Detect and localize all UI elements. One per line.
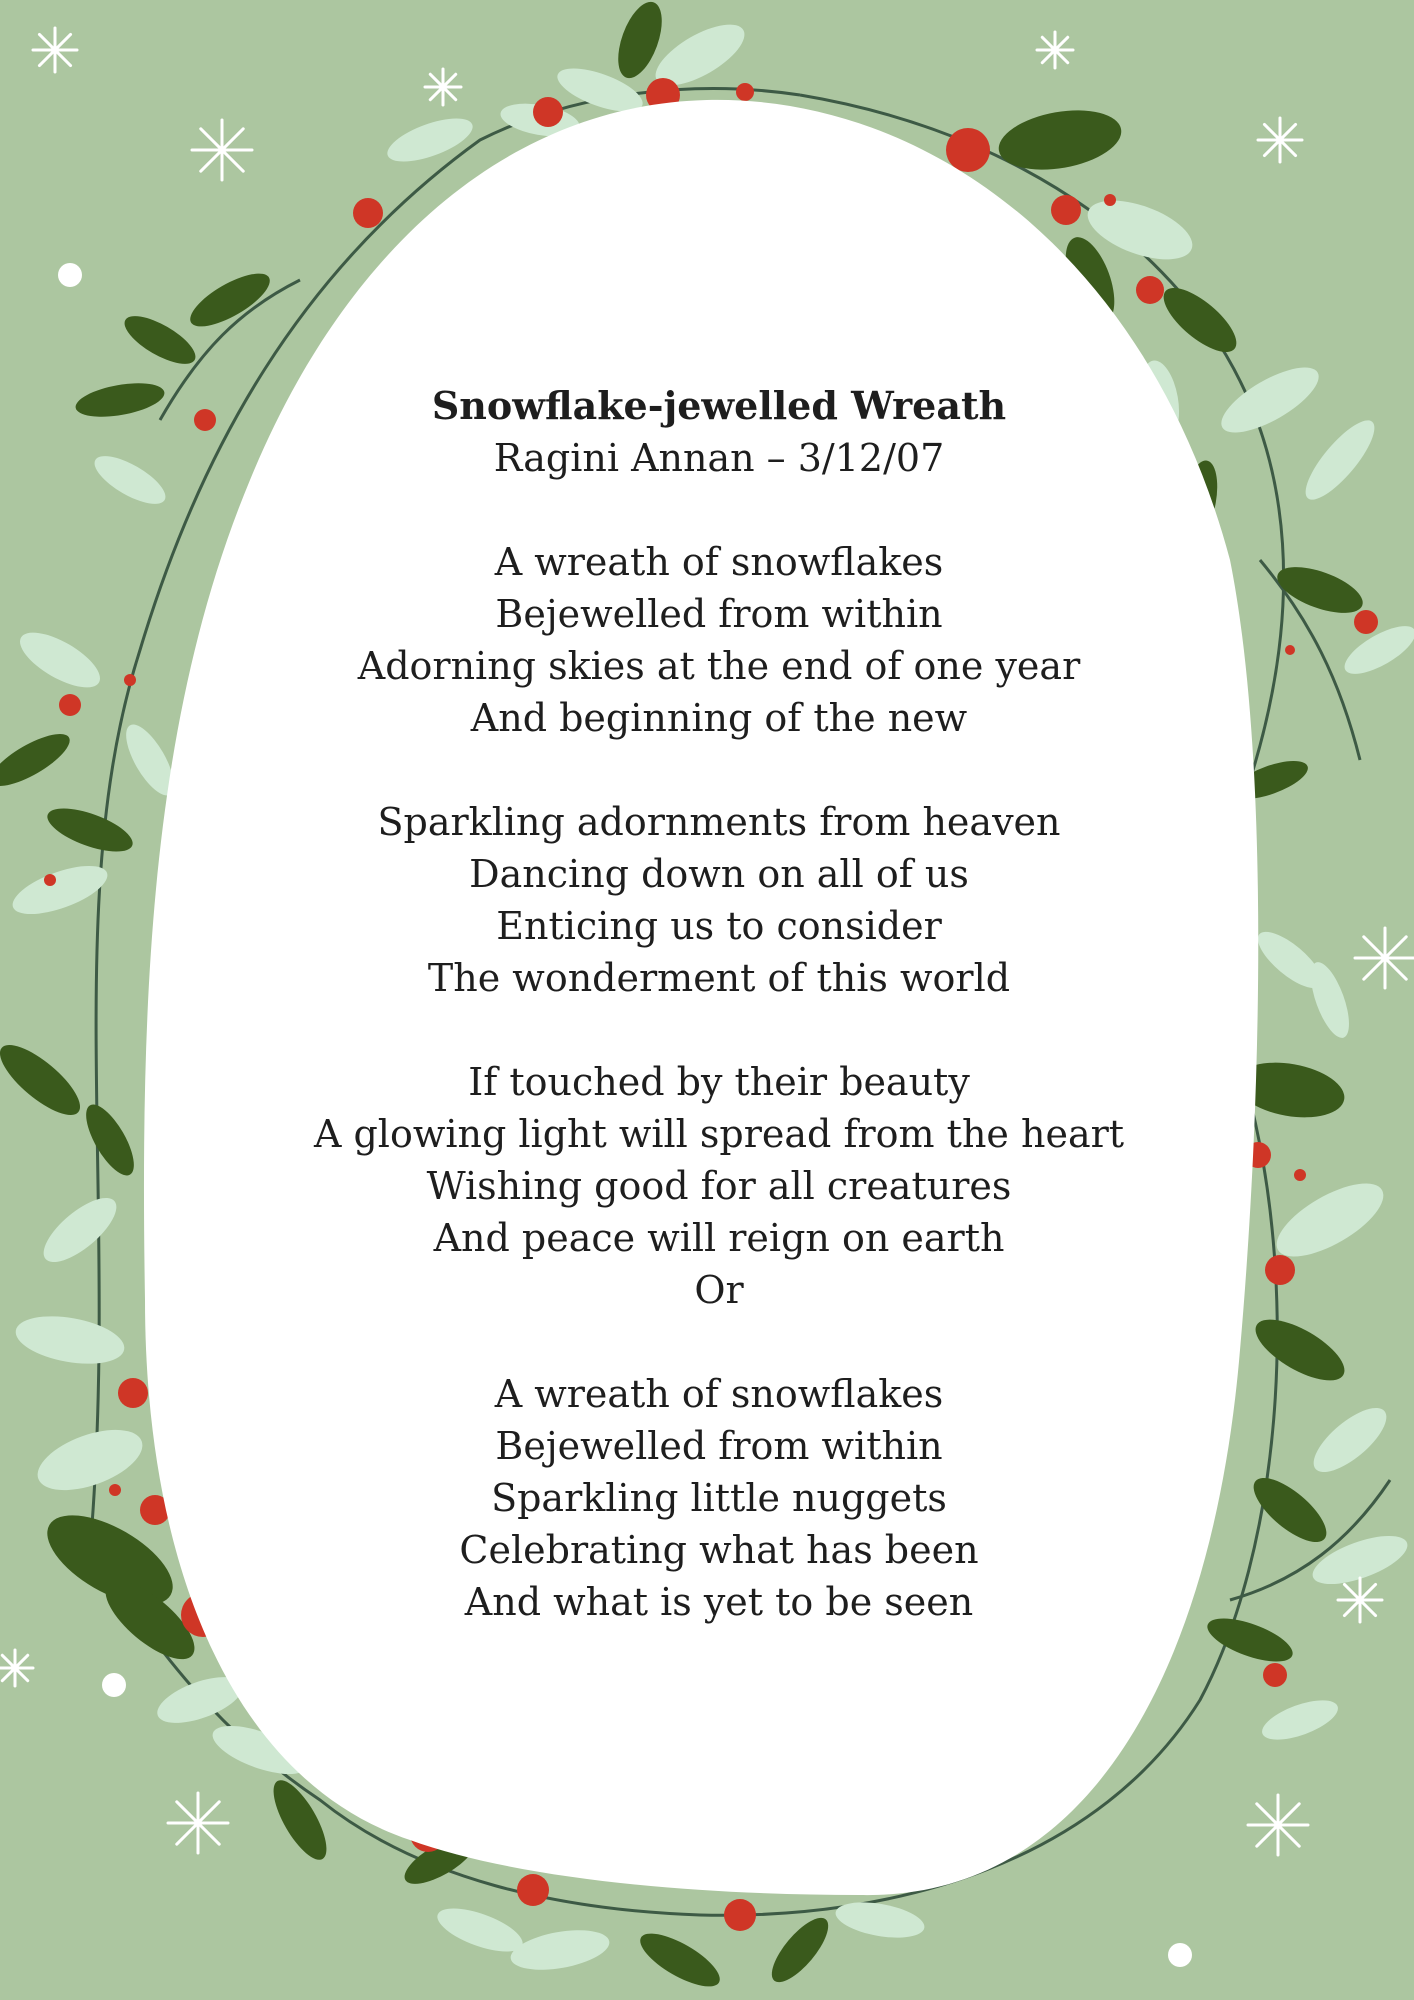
leaf-icon	[508, 1924, 613, 1977]
leaf-icon	[1304, 1397, 1396, 1482]
leaf-icon	[0, 725, 76, 796]
stanza-gap	[257, 484, 1181, 536]
leaf-icon	[0, 1034, 90, 1126]
poem-line: Sparkling little nuggets	[491, 1476, 947, 1520]
berry-icon	[118, 1378, 148, 1408]
poem-line: Adorning skies at the end of one year	[357, 644, 1081, 688]
snow-dot	[1168, 1943, 1192, 1967]
leaf-icon	[833, 1896, 927, 1943]
poem-line: A wreath of snowflakes	[494, 1372, 944, 1416]
stanza-gap	[257, 1316, 1181, 1368]
berry-icon	[1294, 1169, 1306, 1181]
poem-title: Snowflake-jewelled Wreath	[431, 383, 1007, 428]
snow-dot	[58, 263, 82, 287]
berry-icon	[1265, 1255, 1295, 1285]
berry-icon	[533, 97, 563, 127]
stanza-gap	[257, 1004, 1181, 1056]
leaf-icon	[633, 1924, 727, 1997]
leaf-icon	[1244, 1467, 1336, 1552]
leaf-icon	[73, 377, 167, 422]
snow-dot	[102, 1673, 126, 1697]
poem-line: Sparkling adornments from heaven	[377, 800, 1061, 844]
poem-line: A wreath of snowflakes	[494, 540, 944, 584]
snowflake-icon	[425, 69, 461, 105]
poem-line: Celebrating what has been	[459, 1528, 979, 1572]
leaf-icon	[1257, 1692, 1342, 1748]
snowflake-icon	[192, 120, 252, 180]
snowflake-icon	[0, 1650, 33, 1686]
berry-icon	[1136, 276, 1164, 304]
snowflake-icon	[168, 1793, 228, 1853]
poem-line: A glowing light will spread from the heart	[313, 1112, 1125, 1156]
berry-icon	[1051, 195, 1081, 225]
berry-icon	[736, 83, 754, 101]
leaf-icon	[763, 1910, 837, 1991]
berry-icon	[1104, 194, 1116, 206]
snowflake-icon	[1037, 32, 1073, 68]
leaf-icon	[42, 800, 138, 861]
poem-line: And what is yet to be seen	[464, 1580, 974, 1624]
snowflake-icon	[1338, 1578, 1382, 1622]
berry-icon	[1263, 1663, 1287, 1687]
berry-icon	[109, 1484, 121, 1496]
poem-line: Enticing us to consider	[496, 904, 942, 948]
poem-line: Or	[694, 1268, 744, 1312]
berry-icon	[946, 128, 990, 172]
berry-icon	[724, 1899, 756, 1931]
leaf-icon	[12, 622, 108, 698]
poem-line: And peace will reign on earth	[433, 1216, 1005, 1260]
leaf-icon	[34, 1187, 126, 1272]
leaf-icon	[12, 1309, 128, 1371]
poem-line: Wishing good for all creatures	[426, 1164, 1012, 1208]
leaf-icon	[30, 1418, 150, 1503]
leaf-icon	[88, 447, 172, 513]
leaf-icon	[118, 307, 202, 373]
poem-line: The wonderment of this world	[427, 956, 1011, 1000]
berry-icon	[353, 198, 383, 228]
leaf-icon	[77, 1098, 143, 1182]
berry-icon	[124, 674, 136, 686]
leaf-icon	[1247, 1308, 1354, 1393]
poem-line: Dancing down on all of us	[469, 852, 969, 896]
leaf-icon	[1212, 355, 1327, 445]
poem-line: If touched by their beauty	[468, 1060, 970, 1104]
leaf-icon	[382, 110, 478, 171]
berry-icon	[1354, 610, 1378, 634]
snowflake-icon	[33, 28, 77, 72]
leaf-icon	[1266, 1169, 1394, 1271]
berry-icon	[517, 1874, 549, 1906]
snowflake-icon	[1248, 1795, 1308, 1855]
berry-icon	[1285, 645, 1295, 655]
leaf-icon	[1154, 277, 1246, 362]
poem-line: Bejewelled from within	[495, 592, 943, 636]
stanza-gap	[257, 744, 1181, 796]
berry-icon	[44, 874, 56, 886]
leaf-icon	[1202, 1610, 1298, 1671]
poem-line: Bejewelled from within	[495, 1424, 943, 1468]
snowflake-icon	[1355, 928, 1414, 988]
berry-icon	[194, 409, 216, 431]
leaf-icon	[994, 102, 1126, 179]
snowflake-icon	[1258, 118, 1302, 162]
leaf-icon	[1272, 558, 1369, 623]
poem	[257, 380, 1181, 1628]
poem-byline: Ragini Annan – 3/12/07	[493, 436, 945, 480]
poem-line: And beginning of the new	[470, 696, 968, 740]
leaf-icon	[1296, 411, 1385, 508]
berry-icon	[59, 694, 81, 716]
